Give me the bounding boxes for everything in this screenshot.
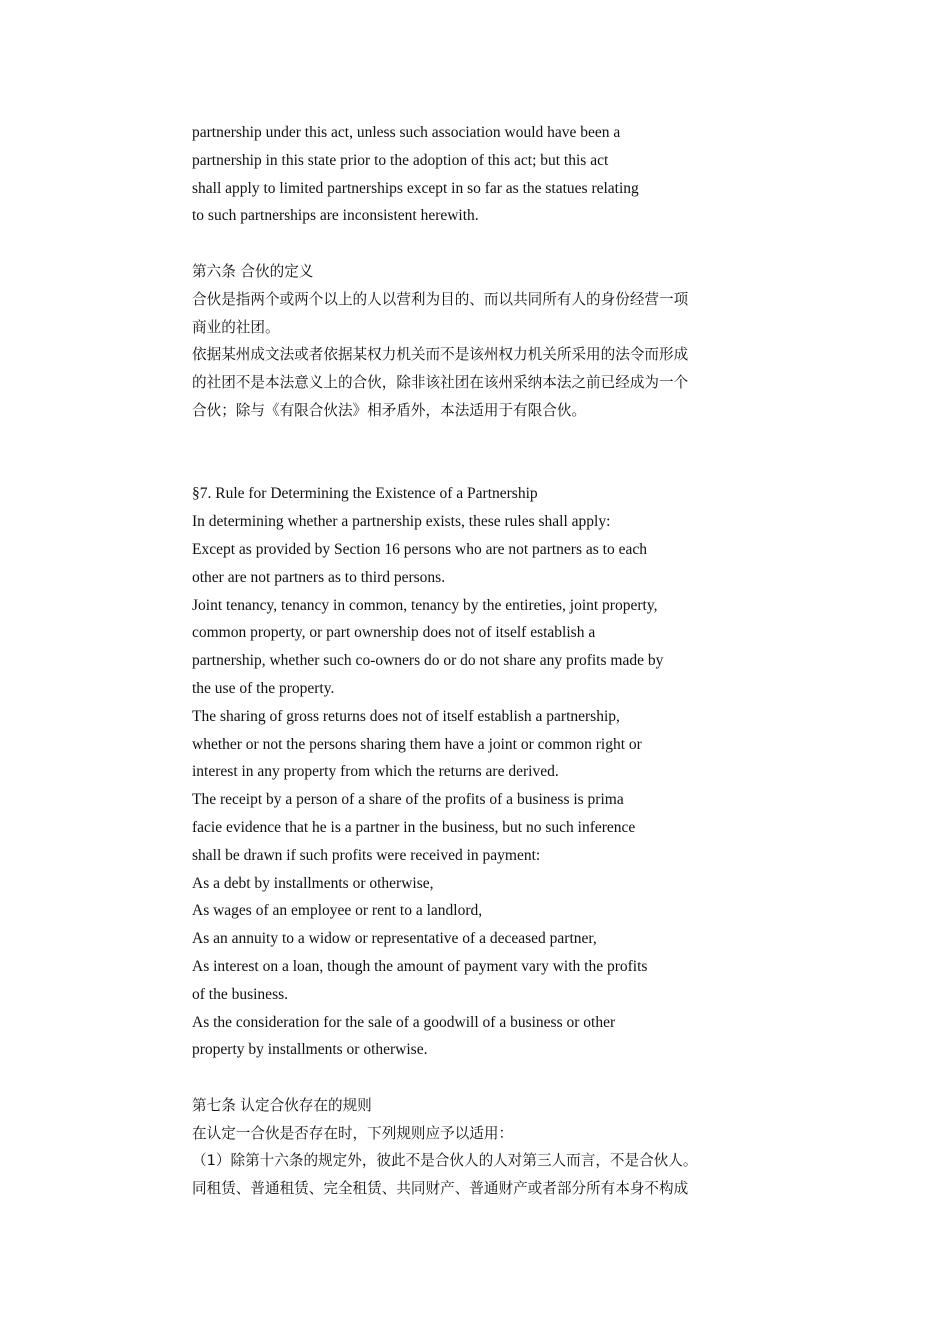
section-heading: §7. Rule for Determining the Existence of a Partnership — [192, 485, 538, 503]
text-line: 的社团不是本法意义上的合伙，除非该社团在该州采纳本法之前已经成为一个 — [192, 374, 689, 392]
paragraph-spacer — [192, 230, 772, 258]
section-7-english — [192, 480, 772, 1064]
text-line: shall be drawn if such profits were received in payment: — [192, 846, 541, 864]
text-line: The sharing of gross returns does not of itself establish a partnership, — [192, 707, 620, 725]
text-line: partnership, whether such co-owners do or do not share any profits made by — [192, 652, 664, 670]
text-line: The receipt by a person of a share of the profits of a business is prima — [192, 791, 624, 809]
text-line: As an annuity to a widow or representative of a deceased partner, — [192, 930, 597, 948]
text-line: common property, or part ownership does not of itself establish a — [192, 624, 596, 642]
text-line: of the business. — [192, 985, 289, 1003]
text-line: whether or not the persons sharing them have a joint or common right or — [192, 735, 642, 753]
text-line: 商业的社团。 — [192, 318, 280, 336]
text-line: 依据某州成文法或者依据某权力机关而不是该州权力机关所采用的法令而形成 — [192, 346, 689, 364]
text-line: to such partnerships are inconsistent herewith. — [192, 207, 479, 225]
text-line: partnership in this state prior to the adoption of this act; but this act — [192, 151, 609, 169]
paragraph-spacer — [192, 425, 772, 481]
text-line: As wages of an employee or rent to a landlord, — [192, 902, 483, 920]
text-line: As a debt by installments or otherwise, — [192, 874, 434, 892]
text-line: interest in any property from which the returns are derived. — [192, 763, 559, 781]
text-line: As the consideration for the sale of a goodwill of a business or other — [192, 1013, 616, 1031]
text-line: facie evidence that he is a partner in the business, but no such inference — [192, 818, 636, 836]
paragraph-spacer — [192, 1064, 772, 1092]
section-6-chinese — [192, 258, 772, 425]
text-line: 合伙是指两个或两个以上的人以营利为目的、而以共同所有人的身份经营一项 — [192, 290, 689, 308]
text-line: 同租赁、普通租赁、完全租赁、共同财产、普通财产或者部分所有本身不构成 — [192, 1180, 689, 1198]
text-line: Except as provided by Section 16 persons who are not partners as to each — [192, 540, 647, 558]
section-7-chinese — [192, 1092, 772, 1203]
section-heading: 第六条 合伙的定义 — [192, 262, 314, 280]
text-line: property by installments or otherwise. — [192, 1041, 428, 1059]
text-line: 合伙；除与《有限合伙法》相矛盾外，本法适用于有限合伙。 — [192, 401, 587, 419]
text-line: In determining whether a partnership exists, these rules shall apply: — [192, 513, 611, 531]
paragraph-partnership-act-continuation — [192, 119, 772, 230]
text-line: Joint tenancy, tenancy in common, tenancy by the entireties, joint property, — [192, 596, 658, 614]
text-line: partnership under this act, unless such association would have been a — [192, 124, 621, 141]
text-line: shall apply to limited partnerships except in so far as the statues relating — [192, 179, 639, 197]
text-line: 在认定一合伙是否存在时，下列规则应予以适用： — [192, 1124, 514, 1142]
document-page — [192, 119, 772, 1203]
text-line: other are not partners as to third persons. — [192, 568, 446, 586]
section-heading: 第七条 认定合伙存在的规则 — [192, 1096, 372, 1114]
text-line: As interest on a loan, though the amount of payment vary with the profits — [192, 957, 648, 975]
text-line: （1）除第十六条的规定外，彼此不是合伙人的人对第三人而言，不是合伙人。 — [192, 1152, 698, 1170]
text-line: the use of the property. — [192, 679, 335, 697]
